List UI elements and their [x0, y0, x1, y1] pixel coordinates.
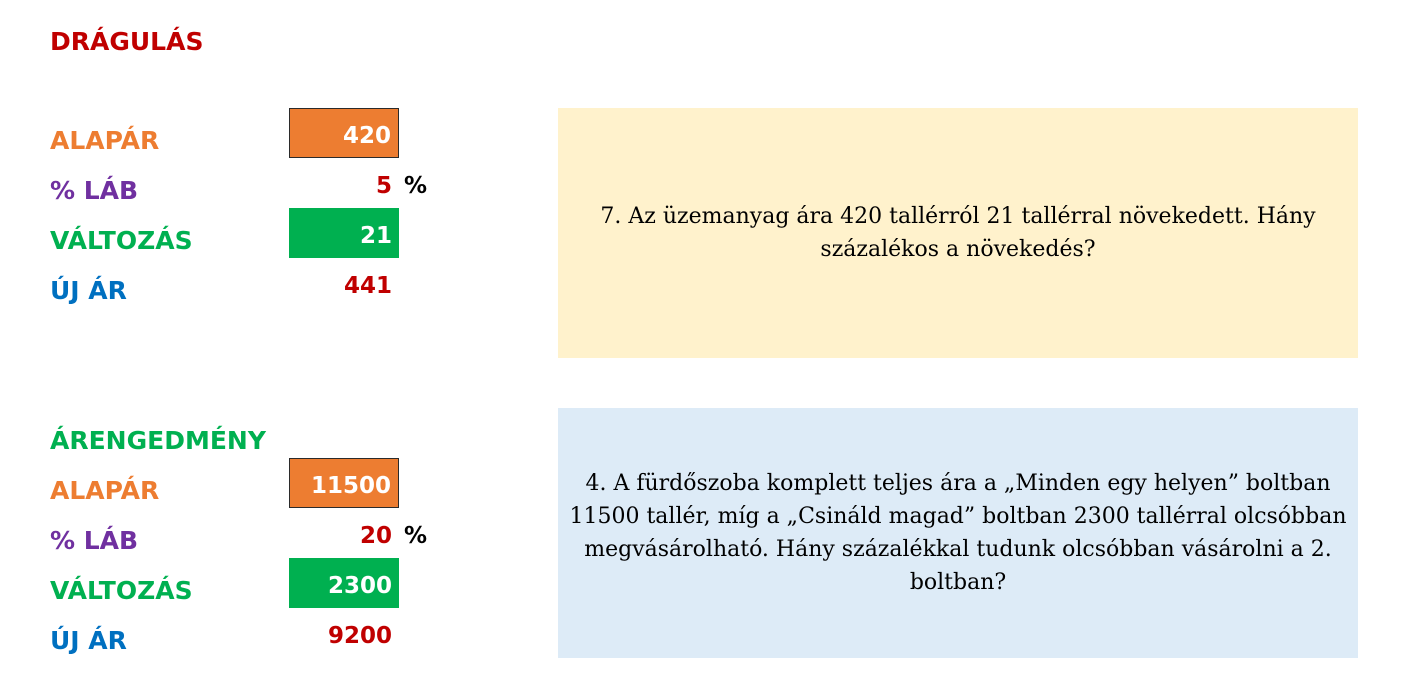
section2-valtozas-cell[interactable]: 2300 [289, 558, 399, 608]
section2-lab-label: % LÁB [50, 526, 139, 555]
section2-alapar-label: ALAPÁR [50, 476, 160, 505]
section1-title: DRÁGULÁS [50, 27, 204, 56]
section2-question-text: 4. A fürdőszoba komplett teljes ára a „Minden egy helyen” boltban 11500 tallér, míg a „Csináld magad” boltban 2300 tallérral olcsóbban megvásárolható. Hány százalékkal tudunk olcsóbban vásárolni a 2. boltban? [569, 471, 1347, 595]
section2-valtozas-label: VÁLTOZÁS [50, 576, 193, 605]
section1-ujar-label: ÚJ ÁR [50, 276, 127, 305]
section2-ujar-label: ÚJ ÁR [50, 626, 127, 655]
section1-alapar-cell[interactable]: 420 [289, 108, 399, 158]
section1-lab-cell[interactable]: 5 [375, 173, 392, 199]
section1-valtozas-cell[interactable]: 21 [289, 208, 399, 258]
section1-percent-sign: % [404, 173, 428, 199]
section2-lab-cell[interactable]: 20 [359, 523, 392, 549]
section2-alapar-cell[interactable]: 11500 [289, 458, 399, 508]
section1-alapar-label: ALAPÁR [50, 126, 160, 155]
section1-valtozas-label: VÁLTOZÁS [50, 226, 193, 255]
section1-ujar-cell[interactable]: 441 [343, 273, 392, 299]
section1-lab-label: % LÁB [50, 176, 139, 205]
section1-question-text: 7. Az üzemanyag ára 420 tallérról 21 tallérral növekedett. Hány százalékos a növekedés? [600, 204, 1316, 262]
section2-question-box [558, 408, 1358, 658]
section2-title: ÁRENGEDMÉNY [50, 426, 266, 455]
section2-ujar-cell[interactable]: 9200 [327, 623, 392, 649]
section2-percent-sign: % [404, 523, 428, 549]
section1-question-box [558, 108, 1358, 358]
